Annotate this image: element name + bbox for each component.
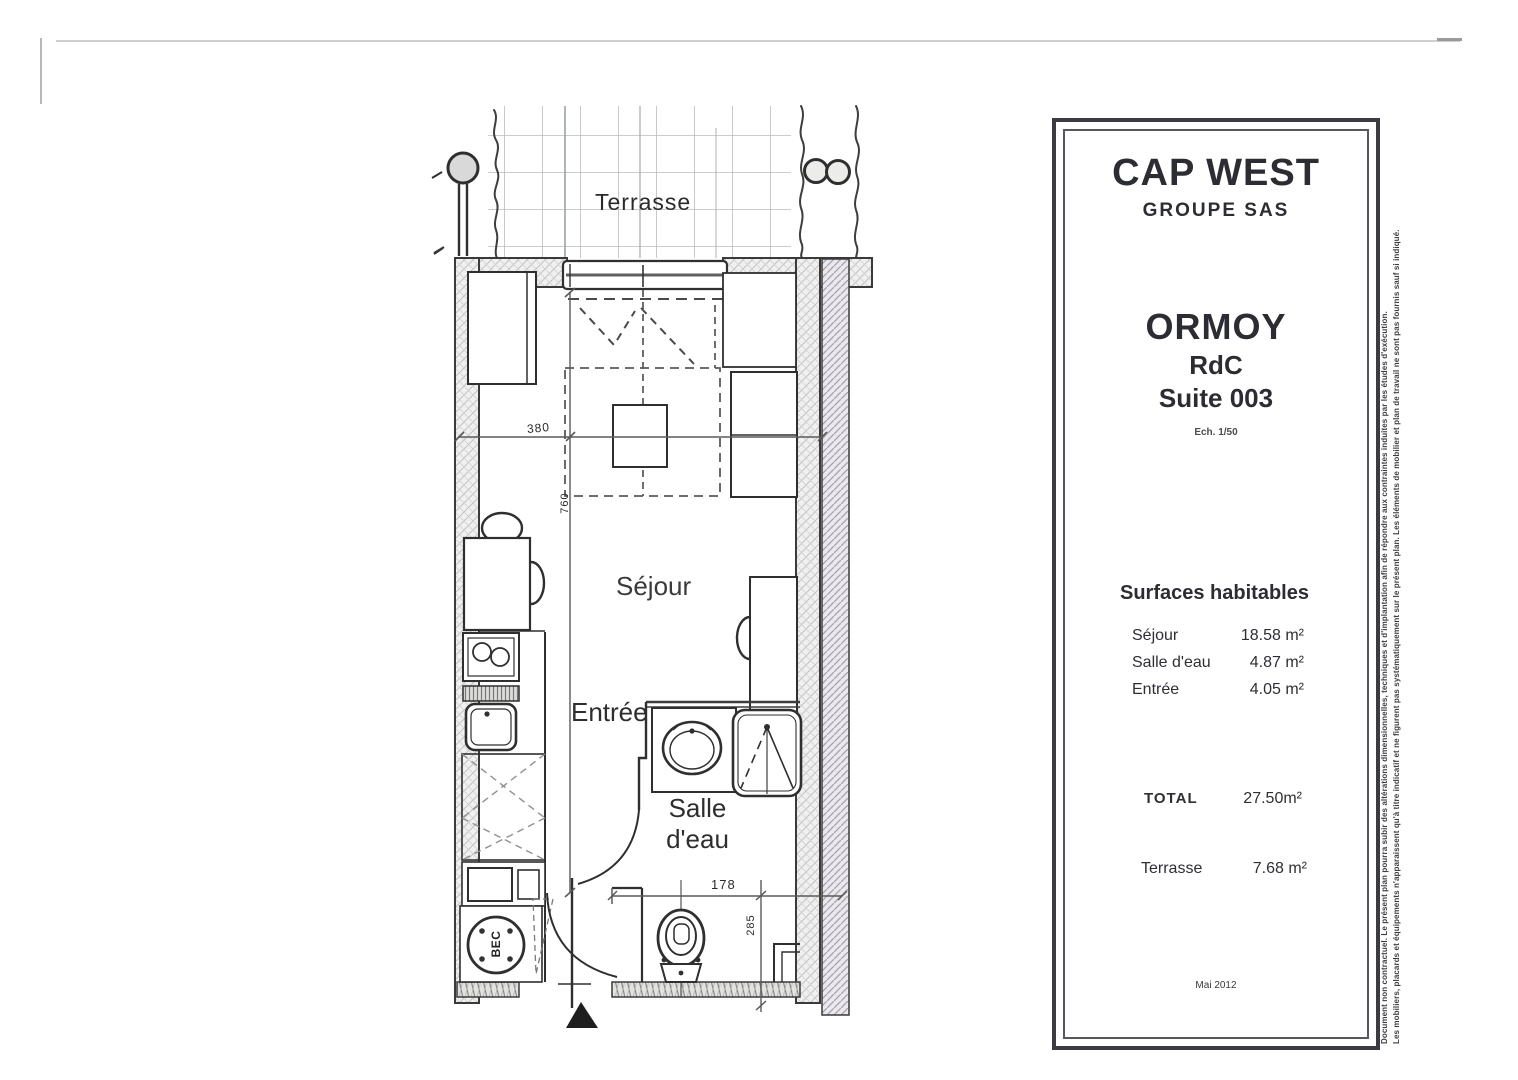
project-name: ORMOY xyxy=(1145,306,1287,347)
bathroom-label-line1: Salle xyxy=(668,793,727,823)
drawing-date: Mai 2012 xyxy=(1195,980,1237,991)
kitchen-sink xyxy=(466,704,516,750)
total-row xyxy=(1144,790,1302,808)
legal-disclaimer-vertical xyxy=(1379,132,1406,1044)
wardrobe-top-left xyxy=(468,272,536,384)
toilet xyxy=(658,910,704,982)
surface-row-entree xyxy=(1132,681,1304,708)
surface-value: 18.58 m² xyxy=(1240,627,1304,644)
scan-artifact-top-dash xyxy=(1437,38,1462,41)
bed xyxy=(731,372,797,497)
wall-bottom-right xyxy=(612,982,800,997)
terrace-label: Terrasse xyxy=(595,189,692,215)
surface-label: Entrée xyxy=(1132,681,1180,698)
bay-window xyxy=(563,261,727,289)
wall-bottom-left xyxy=(457,982,519,997)
surface-value: 4.87 m² xyxy=(1249,654,1304,671)
washbasin xyxy=(652,708,736,792)
company-subtitle: GROUPE SAS xyxy=(1142,200,1290,221)
surfaces-table xyxy=(1132,627,1304,708)
shower xyxy=(733,710,801,796)
table-center xyxy=(613,405,667,467)
disclaimer-line2: Les mobiliers, placards et équipements n'apparaissent qu'à titre indicatif et ne figurent pas systématiquement sur le présent plan. Les éléments de mobilier et plan de travail ne sont pas fournis sauf si indiqué. xyxy=(1392,229,1401,1044)
title-block xyxy=(1052,118,1380,1050)
terrace-surface-value: 7.68 m² xyxy=(1252,860,1307,877)
surface-label: Séjour xyxy=(1132,627,1179,644)
entrance-door xyxy=(547,878,617,1028)
company-name: CAP WEST xyxy=(1112,152,1320,194)
dimension-178: 178 xyxy=(711,877,736,892)
water-heater-label: BEC xyxy=(489,930,503,958)
disclaimer-line1: Document non contractuel. Le présent plan pourra subir des altérations dimensionnelles, techniques et d'implantation afin de répondre aux contraintes induites par les études d'exécution. xyxy=(1380,311,1389,1044)
desk xyxy=(750,577,797,712)
corner-tick xyxy=(434,247,444,253)
cabinet-top-right xyxy=(723,273,796,367)
entry-label: Entrée xyxy=(571,697,648,727)
total-label: TOTAL xyxy=(1144,790,1198,807)
surface-label: Salle d'eau xyxy=(1132,654,1211,671)
wall-right-outer xyxy=(822,259,849,1015)
bathroom-label xyxy=(645,793,750,855)
floor-level: RdC xyxy=(1189,350,1243,380)
desk-with-chair xyxy=(737,577,797,712)
kitchen-table xyxy=(464,538,530,630)
surfaces-title: Surfaces habitables xyxy=(1120,582,1309,604)
surface-value: 4.05 m² xyxy=(1249,681,1304,698)
entrance-arrow xyxy=(566,1002,598,1028)
hob-two-burners xyxy=(463,633,519,681)
kitchen-block xyxy=(460,513,553,982)
terrace-area xyxy=(488,106,791,258)
shrub-symbols xyxy=(805,160,850,184)
surface-row-sejour xyxy=(1132,627,1304,654)
total-value: 27.50m² xyxy=(1243,790,1302,807)
bathroom-lower-wall xyxy=(612,888,642,982)
dimension-760: 760 xyxy=(559,492,571,514)
hedge-line-right-1 xyxy=(800,106,804,258)
entrance-door-arc xyxy=(547,893,617,977)
scan-artifact-left-line xyxy=(40,38,42,104)
wall-right-inner xyxy=(796,258,820,1003)
terrace-surface-label: Terrasse xyxy=(1141,860,1203,877)
drawing-scale: Ech. 1/50 xyxy=(1194,427,1238,438)
suite-number: Suite 003 xyxy=(1158,383,1274,413)
floor-plan-drawing xyxy=(428,98,888,1038)
bathroom-label-line2: d'eau xyxy=(666,824,729,854)
surface-row-salledeau xyxy=(1132,654,1304,681)
scan-artifact-top-line xyxy=(56,40,1460,42)
dimension-285: 285 xyxy=(745,914,757,936)
drainer-band xyxy=(463,686,519,701)
lamp-post-symbol xyxy=(432,153,478,256)
terrace-row xyxy=(1141,860,1307,878)
hedge-line-right-2 xyxy=(855,106,859,260)
living-room-label: Séjour xyxy=(616,571,692,601)
dimension-380: 380 xyxy=(526,420,551,436)
bathroom-door-arc xyxy=(578,810,639,884)
